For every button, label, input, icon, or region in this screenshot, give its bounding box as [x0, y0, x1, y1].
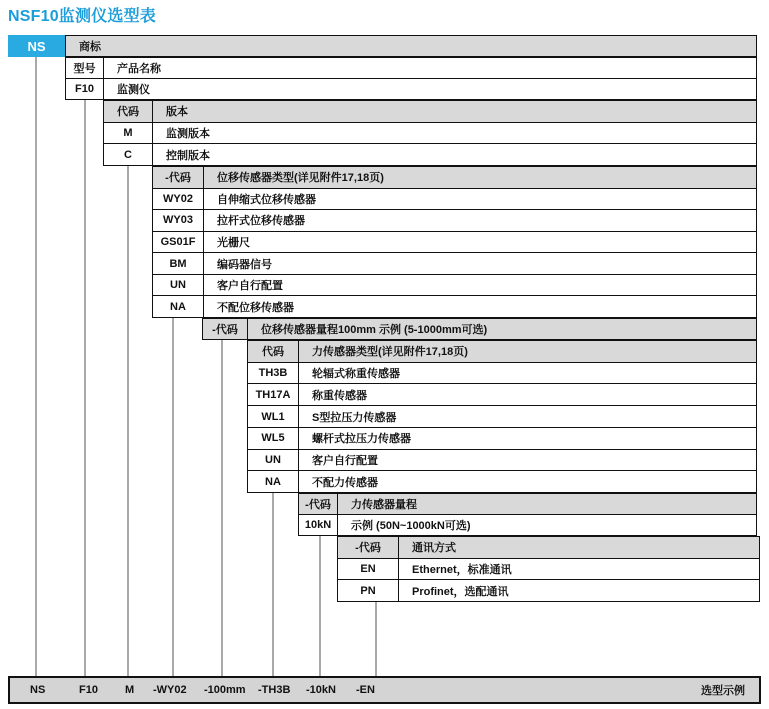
- table-row: [153, 231, 756, 253]
- row-code-cell: 10kN: [299, 515, 338, 535]
- table-row: [248, 427, 756, 449]
- row-code-cell: WY03: [153, 210, 204, 231]
- row-desc-cell: 客户自行配置: [217, 280, 283, 293]
- table-row: [299, 514, 756, 535]
- row-code-cell: NA: [248, 471, 299, 492]
- row-code-cell: WL5: [248, 428, 299, 449]
- row-desc-cell: 监测仪: [117, 84, 150, 96]
- row-code-cell: TH17A: [248, 384, 299, 405]
- table-row: [248, 383, 756, 405]
- section-force-range: [298, 493, 757, 536]
- section-communication: [337, 536, 760, 602]
- example-code: NS: [30, 684, 46, 696]
- table-row: [338, 558, 759, 580]
- row-code-cell: BM: [153, 253, 204, 274]
- row-desc-cell: 称重传感器: [312, 389, 367, 402]
- row-code-cell: UN: [248, 450, 299, 471]
- row-code-cell: TH3B: [248, 363, 299, 384]
- row-desc-cell: 版本: [166, 106, 188, 119]
- example-code: -EN: [356, 684, 375, 696]
- row-code-cell: 型号: [66, 58, 104, 78]
- table-row: [248, 470, 756, 492]
- example-code: F10: [79, 684, 98, 696]
- connector-line: [272, 493, 274, 676]
- table-row: [104, 101, 756, 122]
- section-displacement-type: [152, 166, 757, 318]
- row-desc-cell: Ethernet，标准通讯: [412, 564, 512, 576]
- table-row: [153, 209, 756, 231]
- row-code-cell: -代码: [153, 167, 204, 188]
- row-desc-cell: 监测版本: [166, 128, 210, 140]
- table-row: [153, 252, 756, 274]
- table-row: [153, 188, 756, 210]
- section-force-type: [247, 340, 757, 493]
- row-desc-cell: 不配位移传感器: [217, 301, 294, 314]
- table-row: [104, 143, 756, 165]
- table-row: [153, 167, 756, 188]
- row-desc-cell: 通讯方式: [412, 542, 456, 555]
- row-code-cell: 代码: [104, 101, 153, 122]
- row-code-cell: WL1: [248, 406, 299, 427]
- example-code: -100mm: [204, 684, 246, 696]
- selection-example-label: 选型示例: [701, 685, 745, 697]
- connector-line: [127, 166, 129, 676]
- row-code-cell: -代码: [203, 319, 248, 339]
- row-desc-cell: 光栅尺: [217, 237, 250, 250]
- example-code: -WY02: [153, 684, 187, 696]
- table-row: [66, 58, 756, 78]
- row-code-cell: WY02: [153, 189, 204, 210]
- table-row: [248, 341, 756, 362]
- trademark-label-cell: [65, 35, 757, 57]
- example-code: -10kN: [306, 684, 336, 696]
- table-row: [66, 36, 756, 56]
- section-displacement-range: [202, 318, 757, 340]
- connector-line: [319, 536, 321, 676]
- table-row: [153, 295, 756, 317]
- table-row: [203, 319, 756, 339]
- connector-line: [375, 602, 377, 676]
- row-desc-cell: S型拉压力传感器: [312, 411, 397, 424]
- row-code-cell: C: [104, 144, 153, 165]
- page-title: NSF10监测仪选型表: [8, 8, 156, 25]
- example-bar: [8, 676, 761, 704]
- row-desc-cell: 位移传感器类型(详见附件17,18页): [217, 172, 384, 185]
- row-code-cell: 代码: [248, 341, 299, 362]
- table-row: [338, 579, 759, 601]
- connector-line: [221, 340, 223, 676]
- row-desc-cell: 示例 (50N~1000kN可选): [351, 520, 471, 532]
- row-code-cell: -代码: [299, 494, 338, 514]
- row-desc-cell: 位移传感器量程100mm 示例 (5-1000mm可选): [261, 324, 488, 336]
- table-row: [248, 362, 756, 384]
- table-row: [248, 405, 756, 427]
- table-row: [299, 494, 756, 514]
- row-desc-cell: 不配力传感器: [312, 476, 378, 489]
- row-code-cell: EN: [338, 559, 399, 580]
- connector-line: [84, 100, 86, 676]
- table-row: [338, 537, 759, 558]
- row-code-cell: NA: [153, 296, 204, 317]
- row-desc-cell: 力传感器量程: [351, 499, 417, 511]
- row-desc-cell: 力传感器类型(详见附件17,18页): [312, 346, 468, 359]
- row-code-cell: PN: [338, 580, 399, 601]
- row-code-cell: GS01F: [153, 232, 204, 253]
- section-model: [65, 57, 757, 100]
- example-code: M: [125, 684, 135, 696]
- row-desc-cell: 客户自行配置: [312, 454, 378, 467]
- row-desc-cell: Profinet，选配通讯: [412, 585, 509, 598]
- example-code: -TH3B: [258, 684, 291, 696]
- table-row: [153, 274, 756, 296]
- connector-line: [35, 57, 37, 676]
- connector-line: [172, 318, 174, 676]
- row-desc-cell: 自伸缩式位移传感器: [217, 193, 316, 206]
- row-code-cell: UN: [153, 275, 204, 296]
- row-code-cell: F10: [66, 79, 104, 99]
- table-row: [248, 449, 756, 471]
- table-row: [104, 122, 756, 144]
- trademark-code-cell: NS: [8, 35, 65, 57]
- row-desc-cell: 控制版本: [166, 149, 210, 162]
- row-desc-cell: 螺杆式拉压力传感器: [312, 433, 411, 446]
- row-desc-cell: 编码器信号: [217, 258, 272, 271]
- row-desc-cell: 产品名称: [117, 63, 161, 75]
- table-row: [66, 78, 756, 99]
- row-code-cell: M: [104, 123, 153, 144]
- row-desc-cell: 轮辐式称重传感器: [312, 368, 400, 381]
- row-desc-cell: 拉杆式位移传感器: [217, 215, 305, 228]
- row-desc-cell: 商标: [79, 41, 101, 53]
- section-version: [103, 100, 757, 166]
- row-code-cell: -代码: [338, 537, 399, 558]
